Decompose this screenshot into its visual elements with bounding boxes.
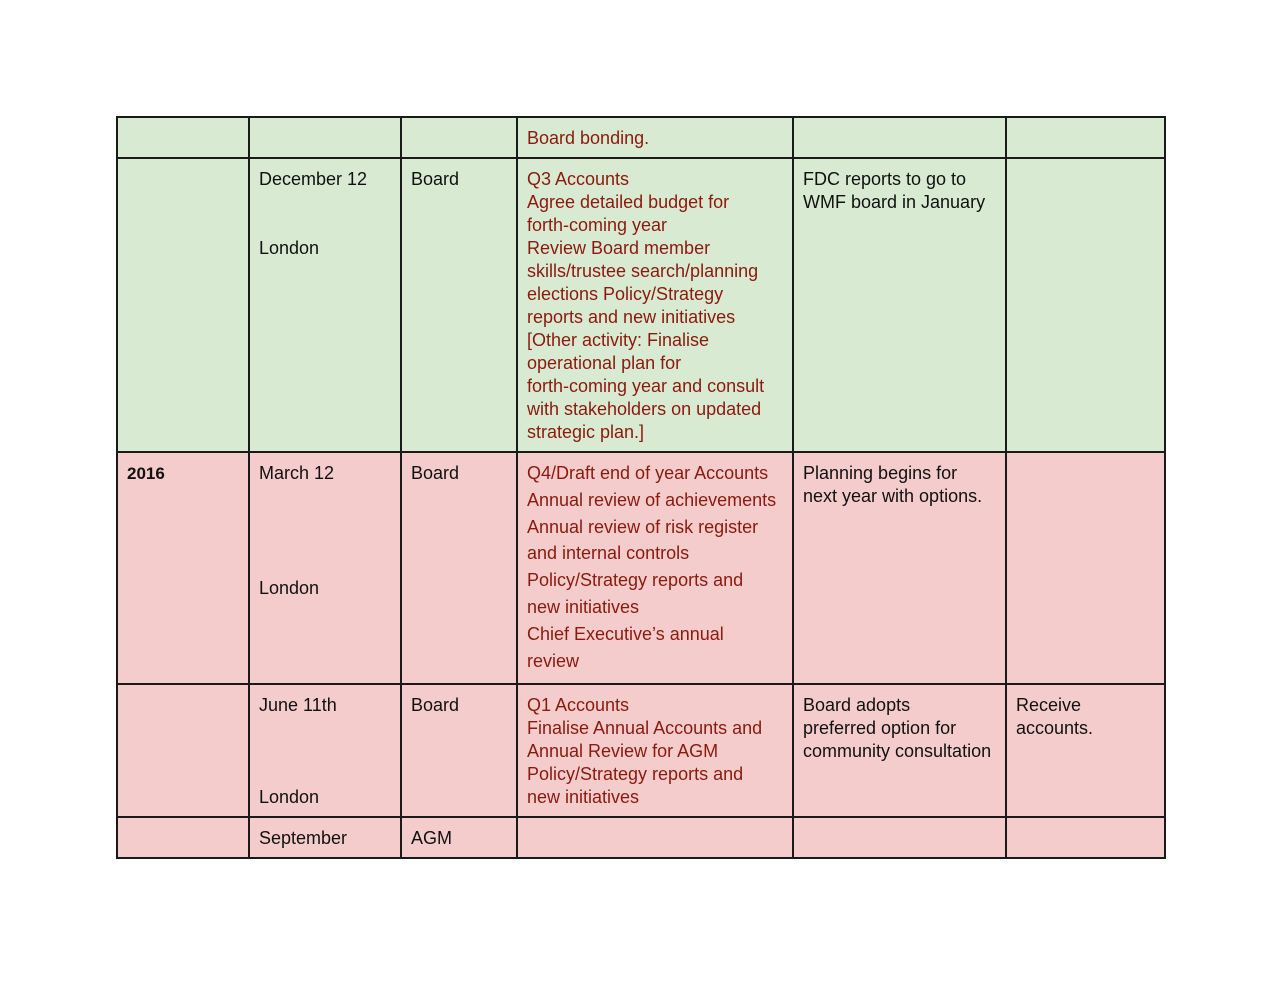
activity-line: Finalise Annual Accounts and	[527, 718, 763, 738]
activity-line: Policy/Strategy reports and	[527, 764, 744, 784]
notes-cell	[793, 117, 1006, 158]
meeting-location: London	[259, 578, 320, 598]
activities-cell	[517, 684, 793, 817]
note-line: preferred option for	[803, 718, 957, 738]
table-row	[117, 117, 1165, 158]
activity-line: reports and new initiatives	[527, 307, 736, 327]
note-line: community consultation	[803, 741, 992, 761]
activity-line: Agree detailed budget for	[527, 192, 730, 212]
meeting-cell: Board	[401, 158, 517, 452]
note-line: Planning begins for	[803, 463, 958, 483]
schedule-table	[116, 116, 1166, 859]
activity-line: and internal controls	[527, 543, 690, 564]
date-cell	[249, 684, 401, 817]
note-line: Board adopts	[803, 695, 911, 715]
table-row	[117, 684, 1165, 817]
activity-line: operational plan for	[527, 353, 682, 373]
meeting-cell: Board	[401, 684, 517, 817]
other-cell	[1006, 158, 1165, 452]
note-line: WMF board in January	[803, 192, 986, 212]
notes-cell	[793, 817, 1006, 858]
activity-line: Chief Executive’s annual	[527, 623, 724, 644]
activities-cell	[517, 817, 793, 858]
year-cell	[117, 117, 249, 158]
date-cell	[249, 117, 401, 158]
activity-line: skills/trustee search/planning	[527, 261, 759, 281]
activity-line: Q3 Accounts	[527, 169, 630, 189]
notes-cell	[793, 684, 1006, 817]
activities-cell	[517, 452, 793, 684]
note-line: FDC reports to go to	[803, 169, 967, 189]
table-row	[117, 452, 1165, 684]
date-cell	[249, 452, 401, 684]
activities-cell	[517, 117, 793, 158]
year-cell	[117, 684, 249, 817]
table-row	[117, 817, 1165, 858]
date-cell	[249, 158, 401, 452]
activity-line: Annual review of achievements	[527, 489, 777, 510]
other-cell	[1006, 684, 1165, 817]
notes-cell	[793, 452, 1006, 684]
activity-line: review	[527, 650, 580, 671]
activity-line: new initiatives	[527, 787, 640, 807]
meeting-date: March 12	[259, 463, 335, 483]
activity-line: with stakeholders on updated	[527, 399, 762, 419]
activity-line: Board bonding.	[527, 128, 650, 148]
note-line: next year with options.	[803, 486, 983, 506]
activity-line: strategic plan.]	[527, 422, 645, 442]
activity-line: [Other activity: Finalise	[527, 330, 710, 350]
year-label: 2016	[127, 464, 165, 483]
activity-line: forth-coming year	[527, 215, 668, 235]
activity-line: forth-coming year and consult	[527, 376, 765, 396]
activity-line: new initiatives	[527, 596, 640, 617]
activity-line: Review Board member	[527, 238, 711, 258]
meeting-date: June 11th	[259, 695, 337, 715]
other-line: accounts.	[1016, 718, 1094, 738]
other-cell	[1006, 117, 1165, 158]
other-line: Receive	[1016, 695, 1082, 715]
meeting-cell	[401, 117, 517, 158]
activities-cell	[517, 158, 793, 452]
meeting-cell: Board	[401, 452, 517, 684]
other-cell	[1006, 817, 1165, 858]
activity-line: Q1 Accounts	[527, 695, 630, 715]
activity-line: Policy/Strategy reports and	[527, 570, 744, 591]
activity-line: elections Policy/Strategy	[527, 284, 724, 304]
year-cell	[117, 452, 249, 684]
meeting-location: London	[259, 787, 320, 807]
year-cell	[117, 158, 249, 452]
date-cell	[249, 817, 401, 858]
activity-line: Annual review of risk register	[527, 516, 759, 537]
meeting-date: December 12	[259, 169, 368, 189]
notes-cell	[793, 158, 1006, 452]
meeting-location: London	[259, 238, 320, 258]
activity-line: Annual Review for AGM	[527, 741, 719, 761]
table-row	[117, 158, 1165, 452]
year-cell	[117, 817, 249, 858]
other-cell	[1006, 452, 1165, 684]
meeting-date: September	[259, 828, 348, 848]
meeting-cell: AGM	[401, 817, 517, 858]
activity-line: Q4/Draft end of year Accounts	[527, 463, 769, 483]
